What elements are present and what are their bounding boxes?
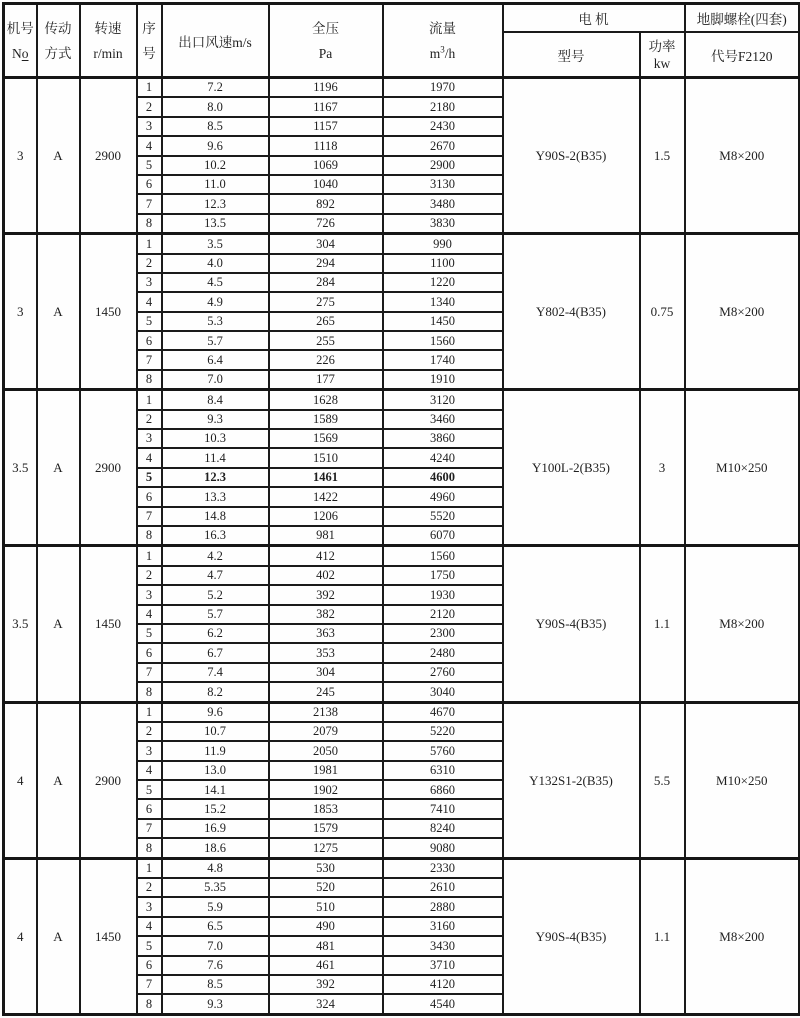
machine-no-cell: 3: [4, 78, 37, 234]
seq-cell: 7: [137, 975, 162, 994]
velocity-cell: 5.3: [162, 312, 269, 331]
drive-type-cell: A: [37, 78, 80, 234]
seq-cell: 1: [137, 858, 162, 878]
anchor-bolt-cell: M8×200: [685, 234, 800, 390]
flow-cell: 1740: [383, 350, 503, 369]
speed-cell: 1450: [80, 234, 137, 390]
velocity-cell: 11.0: [162, 175, 269, 194]
seq-cell: 7: [137, 350, 162, 369]
pressure-cell: 1569: [269, 429, 383, 448]
machine-no-cell: 4: [4, 702, 37, 858]
flow-cell: 2880: [383, 897, 503, 916]
flow-cell: 1930: [383, 585, 503, 604]
anchor-bolt-cell: M8×200: [685, 546, 800, 702]
velocity-cell: 8.0: [162, 97, 269, 116]
velocity-cell: 11.9: [162, 741, 269, 760]
velocity-cell: 4.2: [162, 546, 269, 566]
pressure-cell: 294: [269, 254, 383, 273]
machine-no-cell: 3.5: [4, 390, 37, 546]
pressure-cell: 2138: [269, 702, 383, 722]
flow-cell: 1560: [383, 546, 503, 566]
velocity-cell: 7.0: [162, 370, 269, 390]
seq-cell: 1: [137, 234, 162, 254]
pressure-cell: 412: [269, 546, 383, 566]
flow-cell: 3860: [383, 429, 503, 448]
pressure-cell: 726: [269, 214, 383, 234]
seq-cell: 8: [137, 838, 162, 858]
velocity-cell: 5.7: [162, 605, 269, 624]
flow-cell: 6860: [383, 780, 503, 799]
pressure-cell: 226: [269, 350, 383, 369]
motor-power-cell: 1.5: [640, 78, 685, 234]
motor-model-cell: Y802-4(B35): [503, 234, 640, 390]
velocity-cell: 4.9: [162, 292, 269, 311]
pressure-cell: 1157: [269, 117, 383, 136]
seq-cell: 4: [137, 605, 162, 624]
seq-cell: 5: [137, 780, 162, 799]
pressure-cell: 461: [269, 956, 383, 975]
velocity-cell: 16.3: [162, 526, 269, 546]
pressure-cell: 255: [269, 331, 383, 350]
pressure-cell: 1040: [269, 175, 383, 194]
table-header: [4, 4, 800, 78]
spec-table-body: [4, 78, 800, 1015]
pressure-cell: 265: [269, 312, 383, 331]
seq-cell: 1: [137, 546, 162, 566]
seq-cell: 4: [137, 136, 162, 155]
seq-cell: 3: [137, 273, 162, 292]
seq-cell: 8: [137, 214, 162, 234]
seq-cell: 5: [137, 156, 162, 175]
motor-power-cell: 3: [640, 390, 685, 546]
seq-cell: 2: [137, 254, 162, 273]
flow-cell: 3460: [383, 410, 503, 429]
anchor-bolt-cell: M8×200: [685, 858, 800, 1014]
machine-no-cell: 3: [4, 234, 37, 390]
pressure-cell: 304: [269, 663, 383, 682]
velocity-cell: 6.5: [162, 917, 269, 936]
pressure-cell: 363: [269, 624, 383, 643]
velocity-cell: 8.2: [162, 682, 269, 702]
seq-cell: 5: [137, 936, 162, 955]
velocity-cell: 7.6: [162, 956, 269, 975]
col-header-motor-group: 电 机: [503, 4, 685, 33]
flow-cell: 2120: [383, 605, 503, 624]
pressure-cell: 402: [269, 566, 383, 585]
pressure-cell: 275: [269, 292, 383, 311]
flow-cell: 1340: [383, 292, 503, 311]
flow-unit: $m^3/h$: [429, 44, 456, 61]
flow-cell: 6310: [383, 761, 503, 780]
anchor-bolt-cell: M8×200: [685, 78, 800, 234]
seq-cell: 1: [137, 390, 162, 410]
pressure-cell: 1167: [269, 97, 383, 116]
velocity-cell: 6.2: [162, 624, 269, 643]
pressure-cell: 2079: [269, 722, 383, 741]
pressure-cell: 392: [269, 975, 383, 994]
drive-type-cell: A: [37, 858, 80, 1014]
velocity-cell: 12.3: [162, 194, 269, 213]
pressure-cell: 304: [269, 234, 383, 254]
flow-cell: 9080: [383, 838, 503, 858]
seq-cell: 5: [137, 468, 162, 487]
pressure-cell: 1118: [269, 136, 383, 155]
pressure-cell: 392: [269, 585, 383, 604]
seq-cell: 2: [137, 722, 162, 741]
pressure-cell: 353: [269, 643, 383, 662]
motor-model-cell: Y90S-2(B35): [503, 78, 640, 234]
flow-cell: 1970: [383, 78, 503, 98]
pressure-cell: 1206: [269, 507, 383, 526]
pressure-cell: 530: [269, 858, 383, 878]
velocity-cell: 4.7: [162, 566, 269, 585]
speed-cell: 2900: [80, 390, 137, 546]
pressure-cell: 520: [269, 878, 383, 897]
machine-no-cell: 3.5: [4, 546, 37, 702]
pressure-cell: 892: [269, 194, 383, 213]
velocity-cell: 6.7: [162, 643, 269, 662]
spec-row: [4, 390, 800, 410]
flow-cell: 1220: [383, 273, 503, 292]
flow-cell: 7410: [383, 799, 503, 818]
flow-cell: 1910: [383, 370, 503, 390]
pressure-cell: 382: [269, 605, 383, 624]
seq-cell: 7: [137, 663, 162, 682]
flow-cell: 2180: [383, 97, 503, 116]
drive-type-cell: A: [37, 234, 80, 390]
velocity-cell: 7.2: [162, 78, 269, 98]
flow-cell: 3830: [383, 214, 503, 234]
velocity-cell: 8.5: [162, 117, 269, 136]
velocity-cell: 14.8: [162, 507, 269, 526]
velocity-cell: 14.1: [162, 780, 269, 799]
flow-cell: 3430: [383, 936, 503, 955]
seq-cell: 6: [137, 331, 162, 350]
flow-cell: 1100: [383, 254, 503, 273]
flow-cell: 1450: [383, 312, 503, 331]
motor-model-cell: Y90S-4(B35): [503, 858, 640, 1014]
spec-row: [4, 702, 800, 722]
pressure-cell: 284: [269, 273, 383, 292]
seq-cell: 3: [137, 585, 162, 604]
flow-cell: 4960: [383, 487, 503, 506]
motor-power-cell: 0.75: [640, 234, 685, 390]
speed-cell: 1450: [80, 546, 137, 702]
velocity-cell: 9.3: [162, 994, 269, 1014]
machine-no-label-cn: 机号: [6, 20, 34, 36]
seq-cell: 3: [137, 897, 162, 916]
flow-cell: 4240: [383, 448, 503, 467]
seq-cell: 3: [137, 741, 162, 760]
seq-cell: 7: [137, 819, 162, 838]
velocity-cell: 9.3: [162, 410, 269, 429]
velocity-cell: 4.5: [162, 273, 269, 292]
machine-no-cell: 4: [4, 858, 37, 1014]
spec-row: [4, 78, 800, 98]
flow-cell: 4540: [383, 994, 503, 1014]
motor-model-cell: Y132S1-2(B35): [503, 702, 640, 858]
velocity-cell: 9.6: [162, 702, 269, 722]
col-header-anchor-bolt-group: 地脚螺栓(四套): [685, 4, 800, 33]
col-header-flow: 流量 $m^3/h$: [383, 4, 503, 78]
flow-cell: 3120: [383, 390, 503, 410]
flow-cell: 2900: [383, 156, 503, 175]
col-header-motor-power: 功率 kw: [640, 32, 685, 78]
motor-power-cell: 5.5: [640, 702, 685, 858]
flow-cell: 990: [383, 234, 503, 254]
col-header-outlet-velocity: 出口风速m/s: [162, 4, 269, 78]
flow-cell: 8240: [383, 819, 503, 838]
flow-cell: 6070: [383, 526, 503, 546]
velocity-cell: 8.5: [162, 975, 269, 994]
col-header-drive-type: 传动 方式: [37, 4, 80, 78]
velocity-cell: 5.2: [162, 585, 269, 604]
seq-cell: 6: [137, 487, 162, 506]
seq-cell: 1: [137, 702, 162, 722]
velocity-cell: 4.8: [162, 858, 269, 878]
speed-cell: 2900: [80, 78, 137, 234]
drive-type-cell: A: [37, 546, 80, 702]
velocity-cell: 12.3: [162, 468, 269, 487]
pressure-cell: 1069: [269, 156, 383, 175]
seq-cell: 3: [137, 429, 162, 448]
flow-cell: 1560: [383, 331, 503, 350]
velocity-cell: 3.5: [162, 234, 269, 254]
seq-cell: 4: [137, 292, 162, 311]
pressure-cell: 490: [269, 917, 383, 936]
col-header-seq: 序 号: [137, 4, 162, 78]
seq-cell: 5: [137, 624, 162, 643]
speed-cell: 1450: [80, 858, 137, 1014]
velocity-cell: 7.0: [162, 936, 269, 955]
flow-cell: 2330: [383, 858, 503, 878]
anchor-bolt-cell: M10×250: [685, 390, 800, 546]
velocity-cell: 10.3: [162, 429, 269, 448]
pressure-cell: 510: [269, 897, 383, 916]
flow-cell: 4600: [383, 468, 503, 487]
flow-cell: 2760: [383, 663, 503, 682]
seq-cell: 1: [137, 78, 162, 98]
seq-cell: 2: [137, 878, 162, 897]
col-header-anchor-bolt-code: 代号F2120: [685, 32, 800, 78]
seq-cell: 8: [137, 370, 162, 390]
flow-cell: 3160: [383, 917, 503, 936]
seq-cell: 6: [137, 956, 162, 975]
pressure-cell: 1853: [269, 799, 383, 818]
spec-row: [4, 546, 800, 566]
velocity-cell: 7.4: [162, 663, 269, 682]
flow-cell: 5220: [383, 722, 503, 741]
pressure-cell: 1589: [269, 410, 383, 429]
seq-cell: 2: [137, 566, 162, 585]
velocity-cell: 11.4: [162, 448, 269, 467]
pressure-cell: 1275: [269, 838, 383, 858]
seq-cell: 4: [137, 917, 162, 936]
velocity-cell: 15.2: [162, 799, 269, 818]
flow-cell: 1750: [383, 566, 503, 585]
velocity-cell: 16.9: [162, 819, 269, 838]
flow-cell: 2610: [383, 878, 503, 897]
flow-cell: 3710: [383, 956, 503, 975]
speed-cell: 2900: [80, 702, 137, 858]
pressure-cell: 324: [269, 994, 383, 1014]
velocity-cell: 5.35: [162, 878, 269, 897]
velocity-cell: 10.2: [162, 156, 269, 175]
velocity-cell: 13.5: [162, 214, 269, 234]
seq-cell: 5: [137, 312, 162, 331]
drive-type-cell: A: [37, 702, 80, 858]
velocity-cell: 8.4: [162, 390, 269, 410]
motor-power-cell: 1.1: [640, 858, 685, 1014]
flow-cell: 2480: [383, 643, 503, 662]
velocity-cell: 9.6: [162, 136, 269, 155]
velocity-cell: 18.6: [162, 838, 269, 858]
flow-cell: 2300: [383, 624, 503, 643]
pressure-cell: 481: [269, 936, 383, 955]
flow-cell: 2430: [383, 117, 503, 136]
seq-cell: 8: [137, 526, 162, 546]
seq-cell: 6: [137, 643, 162, 662]
pressure-cell: 1461: [269, 468, 383, 487]
pressure-cell: 981: [269, 526, 383, 546]
pressure-cell: 1902: [269, 780, 383, 799]
pressure-cell: 245: [269, 682, 383, 702]
flow-cell: 3480: [383, 194, 503, 213]
flow-cell: 5520: [383, 507, 503, 526]
pressure-cell: 1196: [269, 78, 383, 98]
velocity-cell: 4.0: [162, 254, 269, 273]
machine-no-label-en: No: [12, 45, 29, 61]
seq-cell: 8: [137, 682, 162, 702]
velocity-cell: 5.9: [162, 897, 269, 916]
flow-cell: 3130: [383, 175, 503, 194]
pressure-cell: 1579: [269, 819, 383, 838]
velocity-cell: 5.7: [162, 331, 269, 350]
drive-type-cell: A: [37, 390, 80, 546]
motor-model-cell: Y90S-4(B35): [503, 546, 640, 702]
seq-cell: 8: [137, 994, 162, 1014]
velocity-cell: 10.7: [162, 722, 269, 741]
col-header-pressure: 全压 Pa: [269, 4, 383, 78]
flow-cell: 3040: [383, 682, 503, 702]
velocity-cell: 13.3: [162, 487, 269, 506]
col-header-machine-no: [4, 4, 37, 78]
pressure-cell: 1628: [269, 390, 383, 410]
pressure-cell: 1981: [269, 761, 383, 780]
col-header-motor-model: 型号: [503, 32, 640, 78]
fan-spec-table: [2, 2, 800, 1016]
velocity-cell: 6.4: [162, 350, 269, 369]
seq-cell: 6: [137, 175, 162, 194]
pressure-cell: 1422: [269, 487, 383, 506]
pressure-cell: 1510: [269, 448, 383, 467]
motor-power-cell: 1.1: [640, 546, 685, 702]
seq-cell: 4: [137, 448, 162, 467]
seq-cell: 6: [137, 799, 162, 818]
pressure-cell: 2050: [269, 741, 383, 760]
seq-cell: 7: [137, 507, 162, 526]
spec-row: [4, 858, 800, 878]
flow-cell: 4120: [383, 975, 503, 994]
pressure-cell: 177: [269, 370, 383, 390]
anchor-bolt-cell: M10×250: [685, 702, 800, 858]
motor-model-cell: Y100L-2(B35): [503, 390, 640, 546]
spec-row: [4, 234, 800, 254]
flow-cell: 5760: [383, 741, 503, 760]
seq-cell: 2: [137, 410, 162, 429]
seq-cell: 4: [137, 761, 162, 780]
seq-cell: 2: [137, 97, 162, 116]
col-header-speed: 转速 r/min: [80, 4, 137, 78]
seq-cell: 7: [137, 194, 162, 213]
velocity-cell: 13.0: [162, 761, 269, 780]
seq-cell: 3: [137, 117, 162, 136]
flow-cell: 2670: [383, 136, 503, 155]
flow-cell: 4670: [383, 702, 503, 722]
